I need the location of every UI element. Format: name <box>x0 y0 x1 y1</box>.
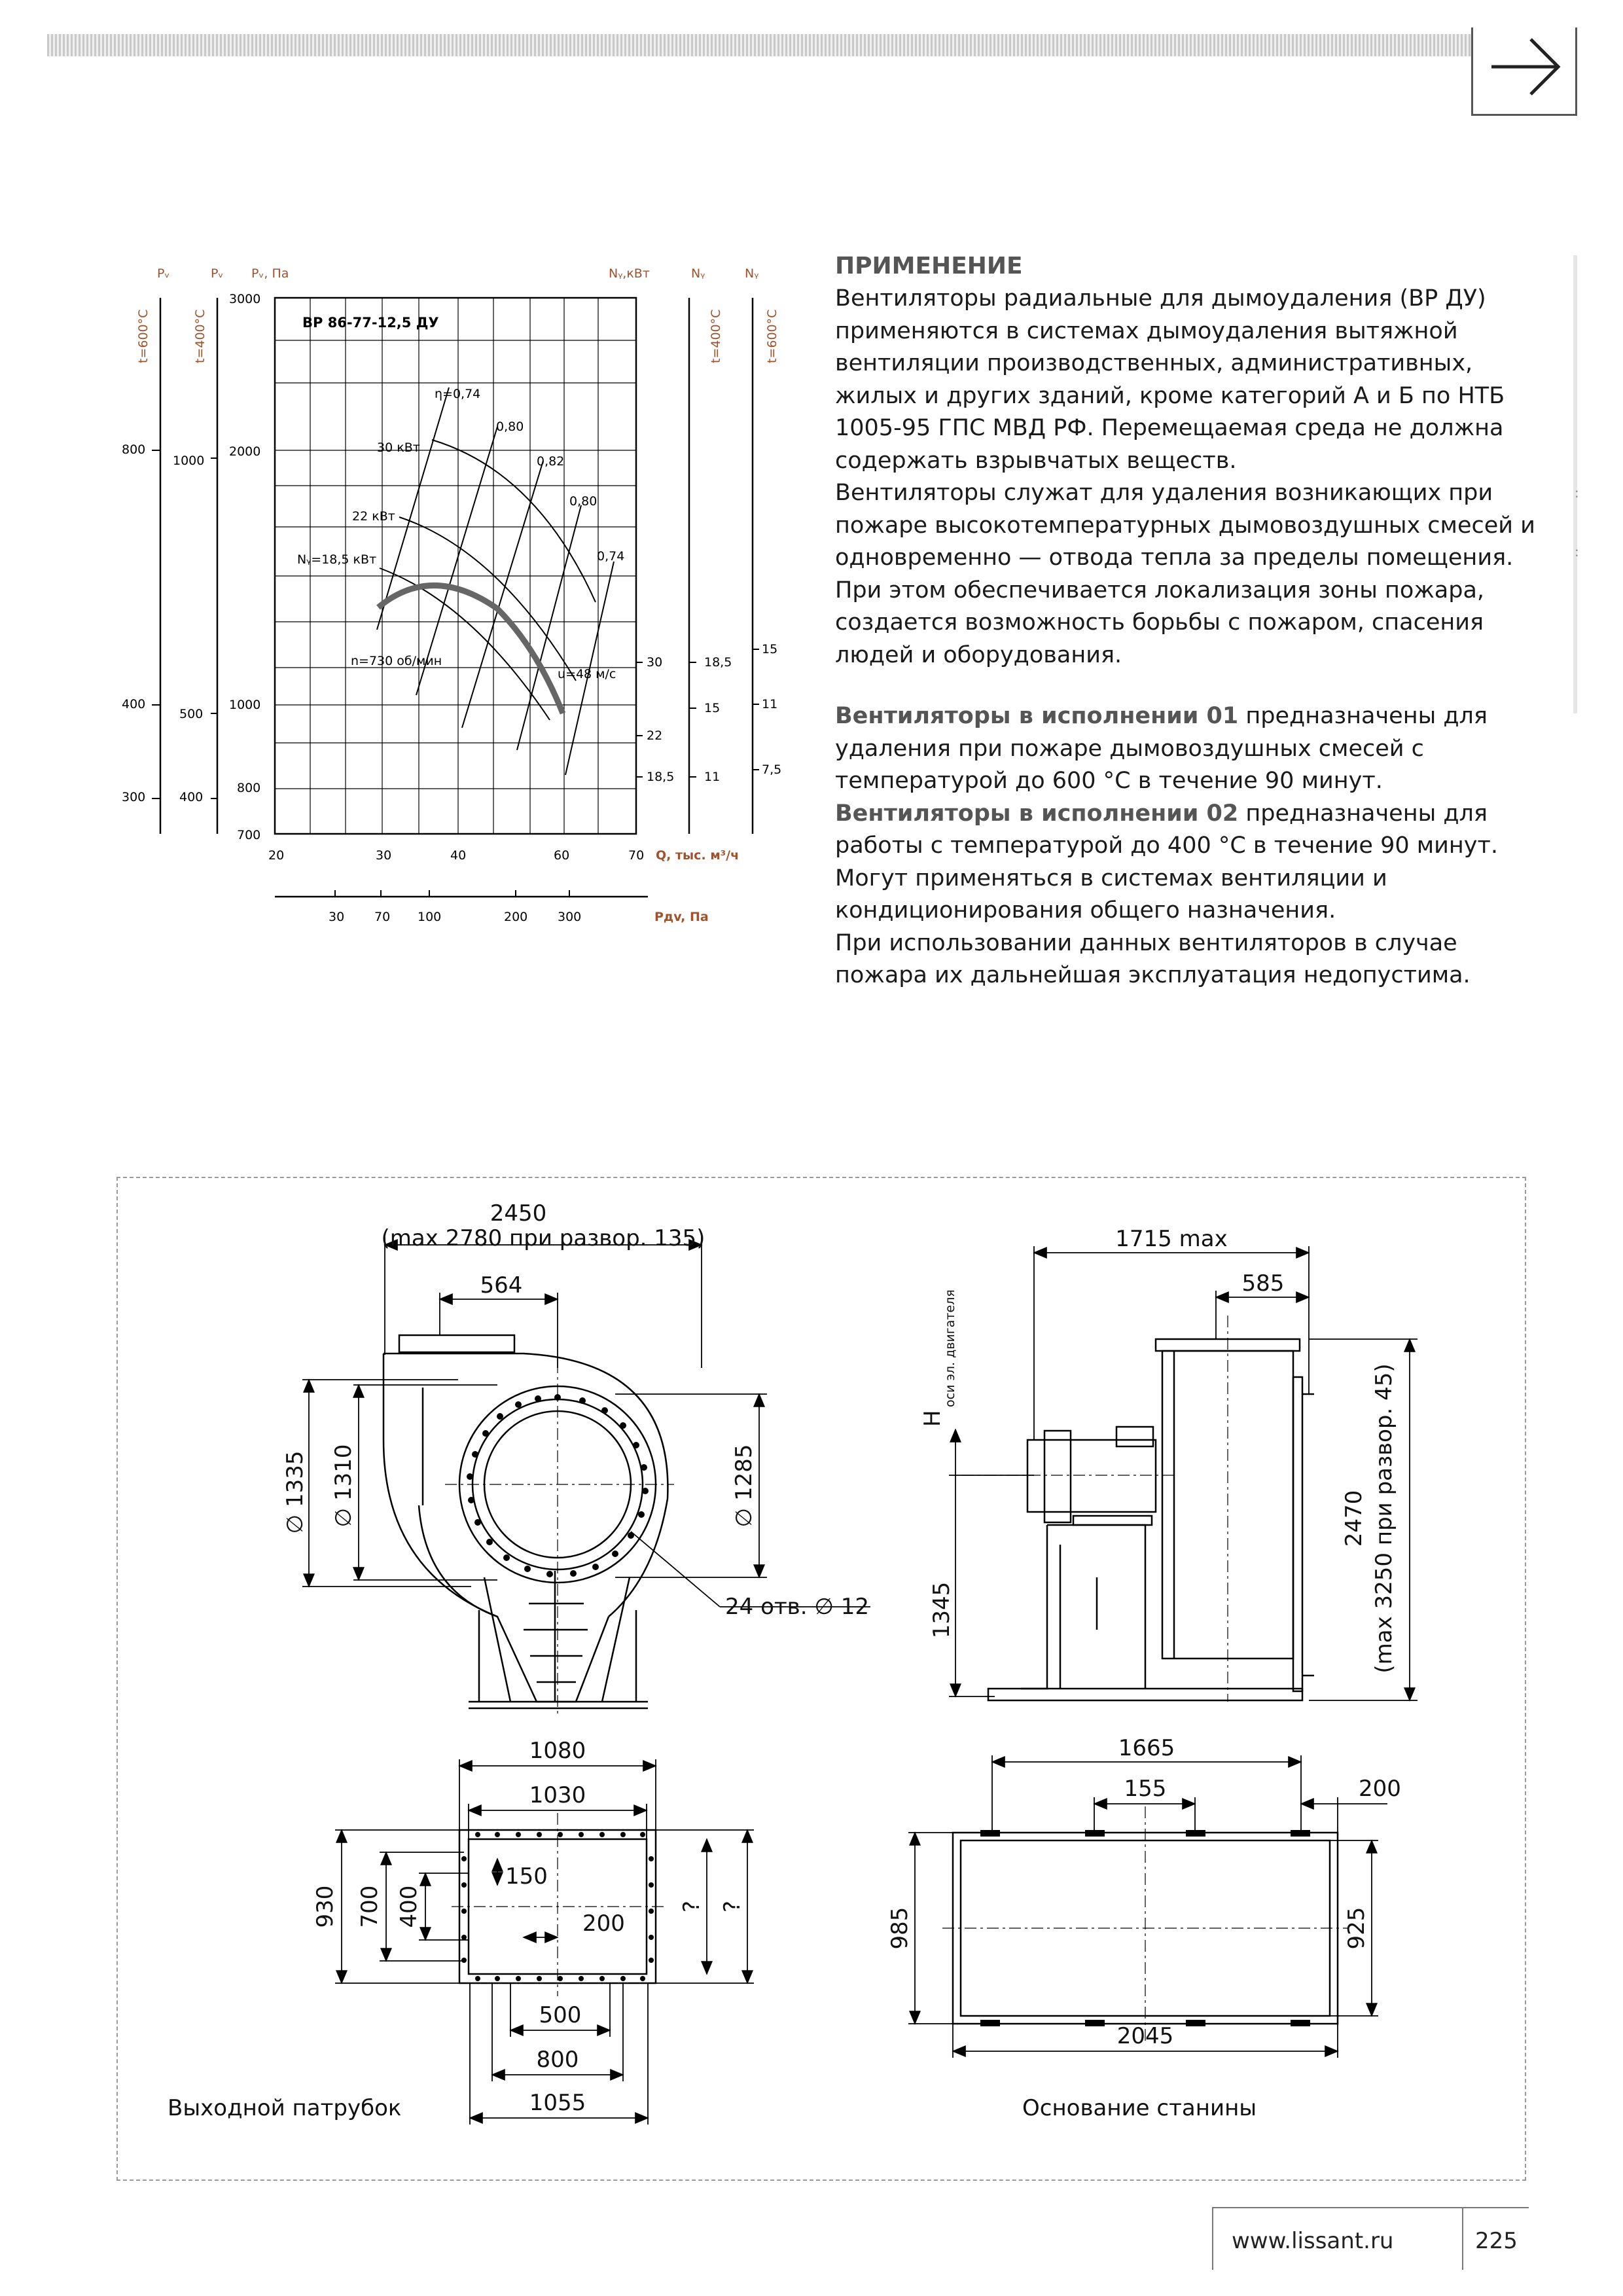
tick: 800 <box>122 442 146 457</box>
tick: 15 <box>762 642 778 656</box>
dim-height-note: (max 3250 при развор. 45) <box>1371 1363 1397 1674</box>
dim-dia: ∅ 1335 <box>282 1450 308 1534</box>
speed-label: n=730 об/мин <box>351 654 442 668</box>
footer-page-box <box>1462 2207 1529 2270</box>
eta-label: 0,80 <box>496 420 524 434</box>
paragraph: Вентиляторы радиальные для дымоудаления (ВР ДУ) применяются в системах дымоудаления вытяжной вентиляции производственных, административных, жилых и других зданий, кроме категорий А и Б по НТБ 1005-95 ГПС МВД РФ. Перемещаемая среда не должна содержать взрывчатых веществ. <box>835 285 1505 474</box>
dim-dia: ∅ 1285 <box>731 1444 757 1528</box>
power-label: 22 кВт <box>352 509 395 524</box>
front-view <box>383 1335 668 1708</box>
operating-curve <box>378 585 563 713</box>
tick: 7,5 <box>762 762 782 777</box>
tick: 30 <box>647 655 663 670</box>
side-view <box>988 1339 1314 1700</box>
chart-model: ВР 86-77-12,5 ДУ <box>302 315 439 331</box>
dim-outlet: 800 <box>536 2047 579 2073</box>
power-label: 30 кВт <box>377 440 420 455</box>
eta-label: 0,82 <box>537 454 565 469</box>
dim-offset: 585 <box>1241 1270 1285 1297</box>
tick: 800 <box>237 781 261 795</box>
footer-url-box <box>1212 2207 1462 2270</box>
tick: 30 <box>376 848 392 863</box>
dim-base: 200 <box>1359 1776 1401 1802</box>
temp-label: t=600°С <box>765 309 779 363</box>
paragraph <box>835 700 1535 798</box>
tick: 22 <box>647 728 663 743</box>
dim-depth: 1715 max <box>1115 1226 1228 1252</box>
dim-outlet: ? <box>679 1900 705 1913</box>
tick: 100 <box>418 910 442 924</box>
dim-outlet: 200 <box>582 1910 625 1937</box>
dim-inlet: 564 <box>480 1272 523 1299</box>
paragraph <box>835 798 1535 863</box>
dim-base: 925 <box>1344 1907 1370 1950</box>
tick: 2000 <box>229 444 261 459</box>
dim-holes: 24 отв. ∅ 12 <box>725 1594 870 1620</box>
tick: 20 <box>268 848 285 863</box>
tick: 1000 <box>173 454 205 468</box>
base-caption: Основание станины <box>1022 2095 1257 2121</box>
dim-base: 1665 <box>1118 1735 1175 1761</box>
paragraph: Вентиляторы служат для удаления возникающих при пожаре высокотемпературных дымовоздушных смесей и одновременно — отвода тепла за пределы помещения. При этом обеспечивается локализация зоны пожара, создается возможность борьбы с пожаром, спасения людей и оборудования. <box>835 480 1535 668</box>
dim-base: 985 <box>887 1907 913 1950</box>
footer-url[interactable]: www.lissant.ru <box>1232 2228 1394 2254</box>
col-header: Nᵧ <box>745 266 759 281</box>
eta-label: 0,74 <box>597 549 625 564</box>
side-marks: : : <box>1575 485 1579 560</box>
arrow-right-icon <box>1473 27 1575 114</box>
dim-base: 2045 <box>1116 2023 1174 2049</box>
eta-label: 0,80 <box>569 494 597 509</box>
pdv-axis-label: Pдv, Па <box>654 910 709 924</box>
dim-outlet: 1055 <box>529 2090 586 2116</box>
tick: 40 <box>450 848 467 863</box>
dim-outlet: 400 <box>396 1885 422 1928</box>
dim-motor-axis: H <box>919 1410 946 1427</box>
dim-width: 2450 <box>490 1200 547 1227</box>
q-axis-label: Q, тыс. м³/ч <box>656 848 740 863</box>
dim-outlet: 930 <box>312 1885 338 1928</box>
temp-label: t=600°С <box>136 309 151 363</box>
col-header: Nᵧ <box>691 266 705 281</box>
tick: 1000 <box>229 698 261 712</box>
paragraph: При использовании данных вентиляторов в случае пожара их дальнейшая эксплуатация недопустима. <box>835 929 1471 988</box>
velocity-label: u=48 м/с <box>558 667 616 681</box>
outlet-caption: Выходной патрубок <box>168 2095 402 2121</box>
dim-outlet: 500 <box>539 2002 582 2028</box>
variant-01-label: Вентиляторы в исполнении 01 <box>835 703 1239 729</box>
eta-label: η=0,74 <box>435 387 481 401</box>
dim-base: 155 <box>1124 1776 1167 1802</box>
dim-motor-axis-sub: оси эл. двигателя <box>943 1289 957 1407</box>
paragraph-text: предназначены для удаления при пожаре дымовоздушных смесей с температурой до 600 °С в течение 90 минут. <box>835 703 1488 794</box>
dim-height: 2470 <box>1341 1490 1367 1547</box>
tick: 400 <box>179 790 204 804</box>
paragraph-text: предназначены для работы с температурой до 400 °С в течение 90 минут. <box>835 800 1499 859</box>
dim-width-note: (max 2780 при развор. 135) <box>381 1225 705 1251</box>
tick: 70 <box>628 848 645 863</box>
tick: 700 <box>237 828 261 842</box>
technical-drawing <box>118 1178 1522 2177</box>
tick: 500 <box>179 707 204 721</box>
tick: 60 <box>554 848 570 863</box>
tick: 400 <box>122 697 146 711</box>
section-title: ПРИМЕНЕНИЕ <box>835 253 1023 279</box>
tick: 3000 <box>229 292 261 306</box>
col-header: Pᵥ, Па <box>251 266 289 281</box>
tick: 15 <box>704 701 721 715</box>
col-header: Pᵥ <box>211 266 224 281</box>
power-label: Nᵧ=18,5 кВт <box>297 552 377 567</box>
paragraph: Могут применяться в системах вентиляции и кондиционирования общего назначения. <box>835 865 1387 924</box>
tick: 11 <box>704 770 721 784</box>
dim-axis-height: 1345 <box>929 1581 955 1639</box>
tick: 30 <box>329 910 345 924</box>
dim-dia: ∅ 1310 <box>330 1444 357 1528</box>
variant-02-label: Вентиляторы в исполнении 02 <box>835 800 1239 827</box>
next-page-button[interactable] <box>1471 27 1577 116</box>
temp-label: t=400°С <box>193 309 207 363</box>
temp-label: t=400°С <box>709 309 723 363</box>
tick: 18,5 <box>647 770 675 784</box>
performance-chart <box>111 255 785 936</box>
page-number: 225 <box>1475 2228 1518 2254</box>
dim-outlet: 1030 <box>529 1782 586 1808</box>
tick: 300 <box>558 910 582 924</box>
application-section <box>835 250 1535 992</box>
tick: 70 <box>374 910 391 924</box>
dim-outlet: 1080 <box>529 1738 586 1764</box>
col-header: Nᵧ,кВт <box>609 266 650 281</box>
dim-outlet: 150 <box>505 1863 548 1890</box>
tick: 11 <box>762 697 778 711</box>
tick: 18,5 <box>704 655 732 670</box>
header-stripe <box>47 34 1475 56</box>
dim-outlet: ? <box>719 1900 745 1913</box>
col-header: Pᵥ <box>157 266 170 281</box>
tick: 200 <box>504 910 528 924</box>
dim-outlet: 700 <box>357 1885 383 1928</box>
tick: 300 <box>122 790 146 804</box>
